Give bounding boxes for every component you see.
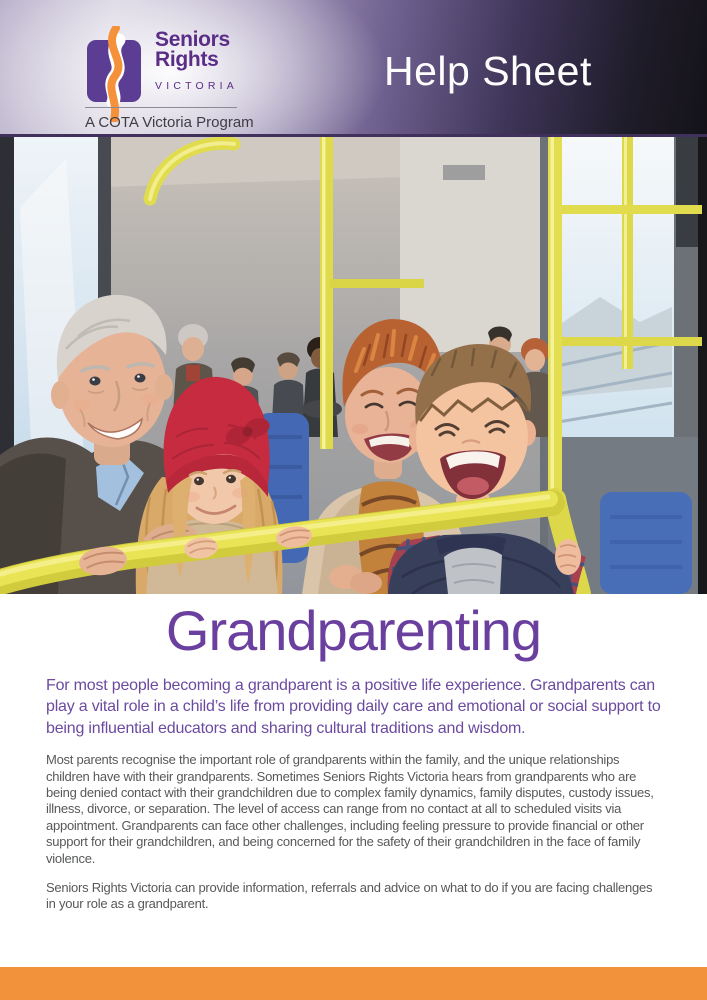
body-paragraph-2: Seniors Rights Victoria can provide information, referrals and advice on what to do if you are facing challenges in your role as a grandparent. bbox=[46, 879, 653, 912]
logo-divider bbox=[85, 107, 237, 108]
footer-accent-bar bbox=[0, 967, 707, 1000]
banner-title: Help Sheet bbox=[384, 48, 592, 94]
logo-wordmark bbox=[155, 30, 238, 96]
intro-paragraph: For most people becoming a grandparent is a positive life experience. Grandparents can play a vital role in a child’s life from providing daily care and emotional or social support to being influential educators and sharing cultural traditions and wisdom. bbox=[46, 676, 661, 737]
document-body bbox=[0, 594, 707, 967]
page-header bbox=[0, 0, 707, 137]
logo-tagline: A COTA Victoria Program bbox=[85, 114, 254, 131]
hero-photo-illustration bbox=[0, 137, 707, 594]
logo-line-victoria: VICTORIA bbox=[155, 80, 238, 92]
body-paragraph-1: Most parents recognise the important role of grandparents within the family, and the unique relationships children have with their grandparents. Sometimes Seniors Rights Victoria hears from grandparents who are being denied contact with their grandchildren due to complex family dynamics, family disputes, custody issues, illness, divorce, or separation. The level of access can range from no contact at all to scheduled visits via appointment. Grandparents can face other challenges, including feeling pressure to provide financial or other support for their grandchildren, and being concerned for the safety of their grandchildren in the face of family violence. bbox=[46, 752, 654, 866]
page-title: Grandparenting bbox=[165, 599, 542, 662]
logo-line-rights: Rights bbox=[155, 48, 219, 71]
logo-line-seniors: Seniors bbox=[155, 28, 230, 51]
hero-photo bbox=[0, 137, 707, 594]
